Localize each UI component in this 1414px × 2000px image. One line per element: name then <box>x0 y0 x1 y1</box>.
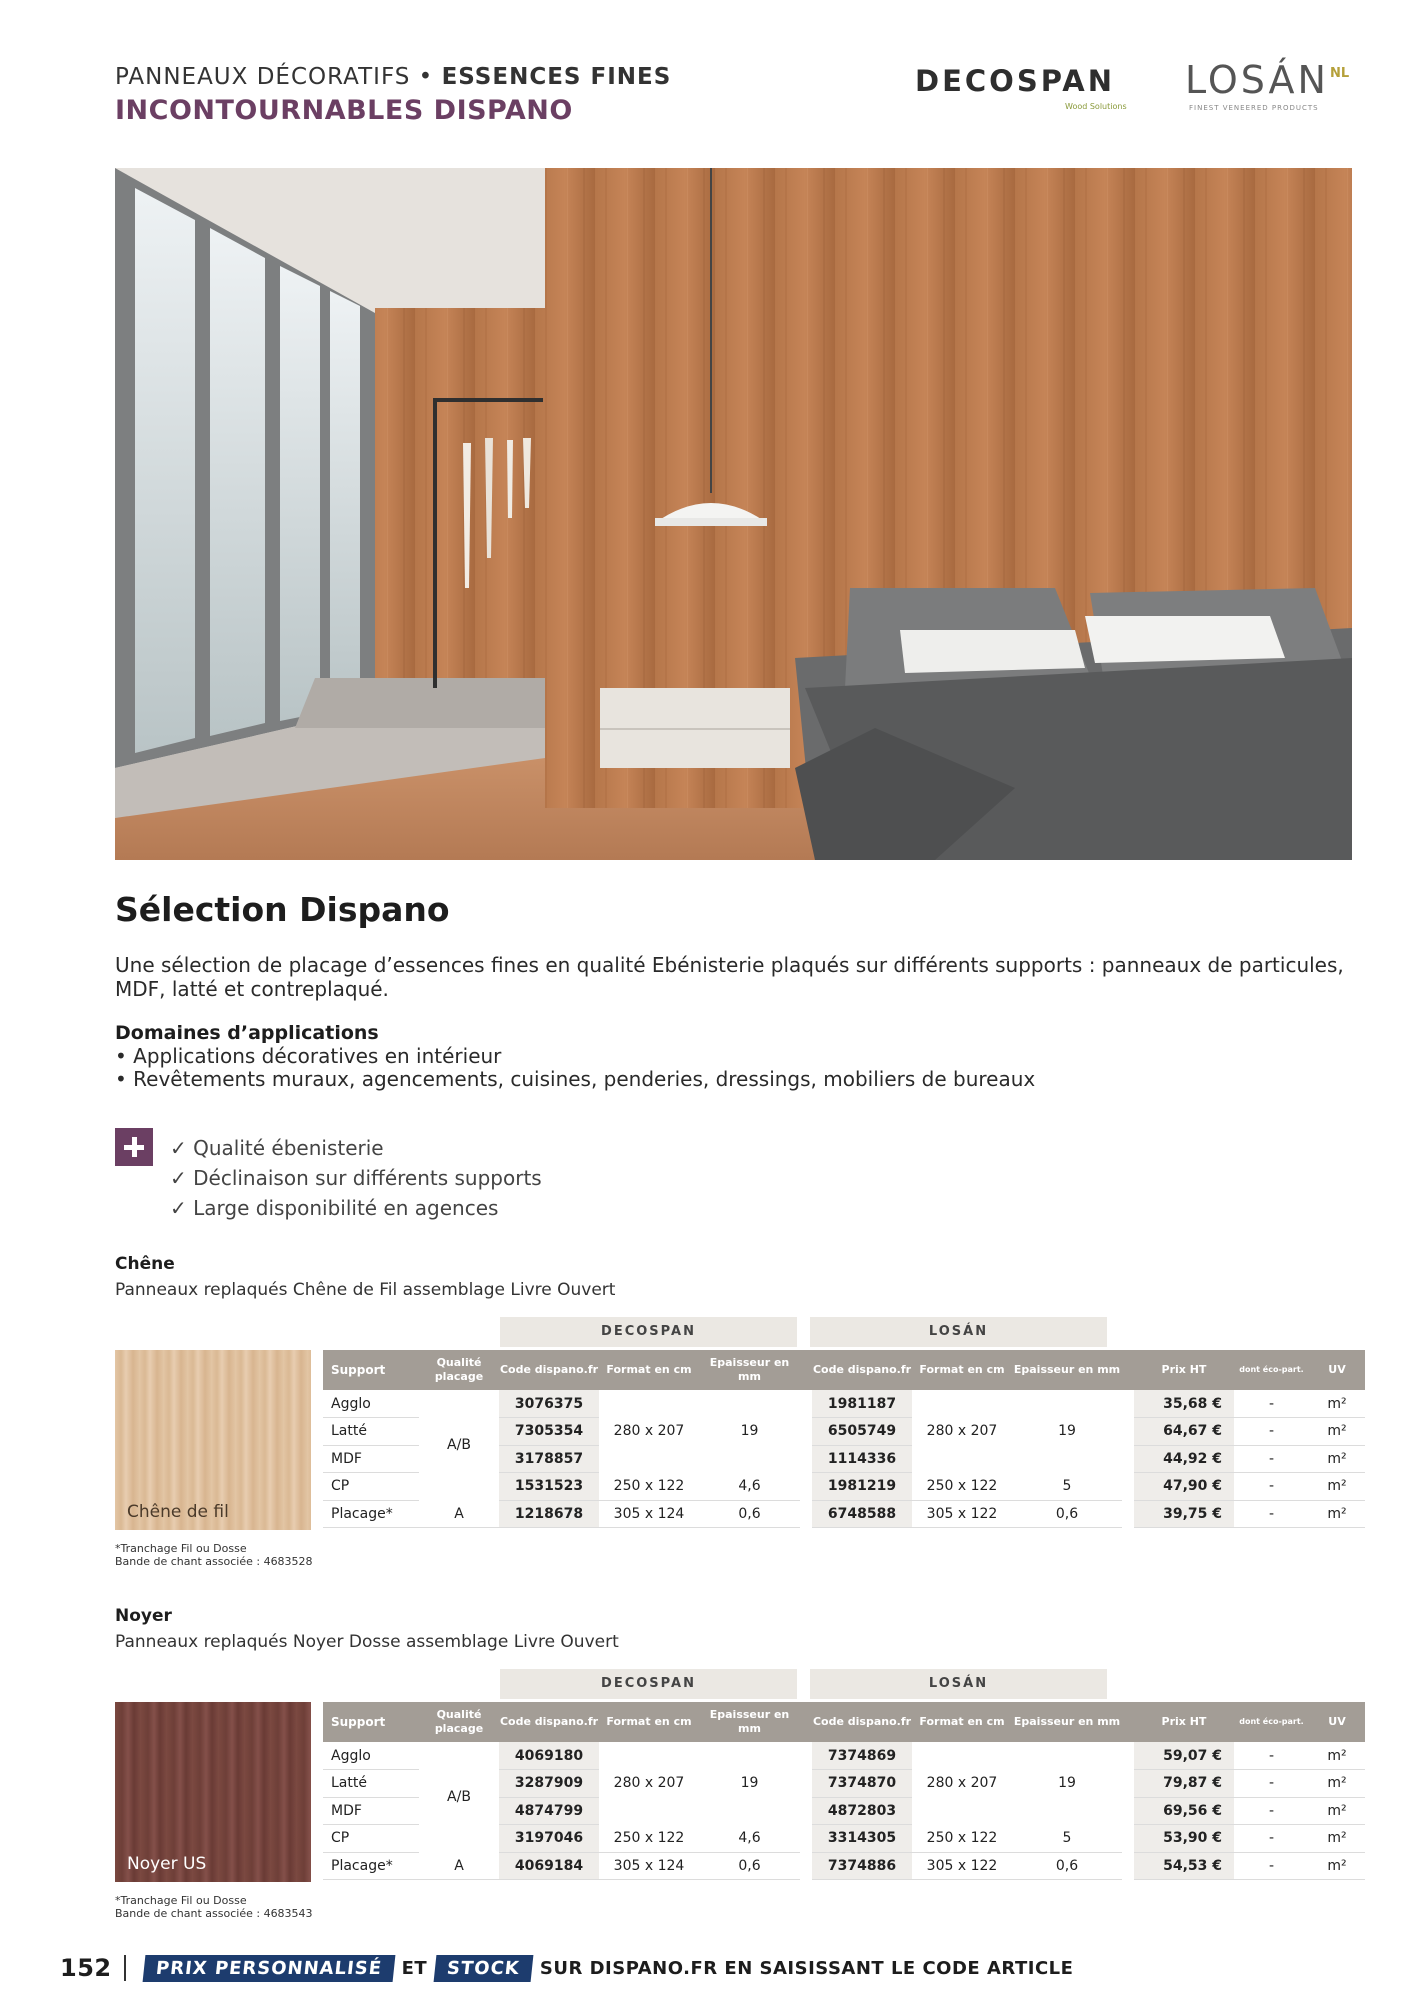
swatch-label: Chêne de fil <box>127 1502 229 1522</box>
price-table-noyer <box>323 1702 1365 1880</box>
product-desc-chene: Panneaux replaqués Chêne de Fil assemblage Livre Ouvert <box>115 1280 616 1300</box>
product-desc-noyer: Panneaux replaqués Noyer Dosse assemblage Livre Ouvert <box>115 1632 619 1652</box>
domains-title: Domaines d’applications <box>115 1022 379 1044</box>
product-title-noyer: Noyer <box>115 1606 172 1626</box>
cell-eco-part: - <box>1234 1825 1309 1853</box>
cell-format-decospan: 280 x 207 <box>613 1775 685 1792</box>
cell-qualite: A/B <box>447 1789 471 1805</box>
cell-eco-part: - <box>1234 1852 1309 1880</box>
header-gap <box>800 1702 812 1742</box>
decospan-header-label: DECOSPAN <box>601 1676 696 1691</box>
cell-qualite: A/B <box>447 1437 471 1453</box>
cell-support: MDF <box>323 1797 419 1825</box>
decospan-header-label: DECOSPAN <box>601 1324 696 1339</box>
decospan-logo <box>915 64 1155 114</box>
footnote-tranchage: *Tranchage Fil ou Dosse <box>115 1894 247 1907</box>
header-epaisseur-losan: Epaisseur en mm <box>1012 1702 1122 1742</box>
cell-code-decospan: 4069184 <box>499 1852 599 1880</box>
losan-logo-text: LOSÁN <box>1185 58 1329 102</box>
losan-header-label: LOSÁN <box>928 1676 989 1691</box>
benefit-item: ✓ Qualité ébenisterie <box>170 1136 384 1160</box>
header-format-losan: Format en cm <box>912 1702 1012 1742</box>
header-eco-part: dont éco-part. <box>1234 1350 1309 1390</box>
header-prix: Prix HT <box>1134 1702 1234 1742</box>
header-eco-part: dont éco-part. <box>1234 1702 1309 1742</box>
cell-code-decospan: 3197046 <box>499 1825 599 1853</box>
header-prix: Prix HT <box>1134 1350 1234 1390</box>
footer-separator <box>124 1955 126 1981</box>
cell-code-losan: 7374869 <box>812 1742 912 1770</box>
cell-code-losan: 4872803 <box>812 1797 912 1825</box>
cell-eco-part: - <box>1234 1797 1309 1825</box>
cell-format-losan: 305 x 122 <box>912 1500 1012 1528</box>
cell-uv: m² <box>1309 1473 1365 1501</box>
cell-qualite: A <box>419 1500 499 1528</box>
footnote-noyer <box>115 1894 313 1920</box>
page-number: 152 <box>60 1954 112 1982</box>
page-title: INCONTOURNABLES DISPANO <box>115 95 573 126</box>
header-format-decospan: Format en cm <box>599 1350 699 1390</box>
cell-format-losan: 305 x 122 <box>912 1852 1012 1880</box>
cell-qualite: A <box>419 1852 499 1880</box>
table-header-row <box>323 1350 1365 1390</box>
cell-support: CP <box>323 1825 419 1853</box>
cell-format-losan: 250 x 122 <box>912 1473 1012 1501</box>
cell-gap <box>800 1390 812 1418</box>
cell-gap <box>800 1418 812 1446</box>
losan-column-header <box>810 1669 1107 1699</box>
cell-gap <box>1122 1742 1134 1770</box>
header-code-decospan: Code dispano.fr <box>499 1702 599 1742</box>
cell-code-losan: 3314305 <box>812 1825 912 1853</box>
benefits-list <box>170 1133 542 1223</box>
cell-prix: 79,87 € <box>1134 1770 1234 1798</box>
footer-tag-prix: PRIX PERSONNALISÉ <box>142 1955 395 1982</box>
benefit-item: ✓ Déclinaison sur différents supports <box>170 1166 542 1190</box>
oak-swatch <box>115 1350 311 1530</box>
cell-code-losan: 1981219 <box>812 1473 912 1501</box>
losan-logo-tagline: FINEST VENEERED PRODUCTS <box>1189 104 1319 112</box>
cell-prix: 54,53 € <box>1134 1852 1234 1880</box>
header-qualite: Qualité placage <box>419 1350 499 1390</box>
cell-code-decospan: 1531523 <box>499 1473 599 1501</box>
cell-uv: m² <box>1309 1500 1365 1528</box>
cell-prix: 39,75 € <box>1134 1500 1234 1528</box>
cell-gap <box>1122 1797 1134 1825</box>
decospan-column-header <box>500 1669 797 1699</box>
cell-gap <box>800 1500 812 1528</box>
table-row <box>323 1390 1365 1418</box>
header-gap <box>800 1350 812 1390</box>
cell-gap <box>800 1770 812 1798</box>
cell-prix: 69,56 € <box>1134 1797 1234 1825</box>
cell-support: Agglo <box>323 1742 419 1770</box>
header-support: Support <box>323 1702 419 1742</box>
header-support: Support <box>323 1350 419 1390</box>
benefit-item: ✓ Large disponibilité en agences <box>170 1196 499 1220</box>
cell-epaisseur-decospan: 4,6 <box>699 1825 800 1853</box>
cell-epaisseur-decospan: 4,6 <box>699 1473 800 1501</box>
cell-epaisseur-losan: 5 <box>1012 1473 1122 1501</box>
cell-gap <box>1122 1770 1134 1798</box>
decospan-logo-text: DECOSPAN <box>915 64 1116 98</box>
table-header-row <box>323 1702 1365 1742</box>
decospan-column-header <box>500 1317 797 1347</box>
cell-epaisseur-losan: 19 <box>1058 1775 1076 1792</box>
header-uv: UV <box>1309 1350 1365 1390</box>
section-title: Sélection Dispano <box>115 890 450 929</box>
header-epaisseur-losan: Epaisseur en mm <box>1012 1350 1122 1390</box>
header-qualite: Qualité placage <box>419 1702 499 1742</box>
cell-gap <box>800 1825 812 1853</box>
cell-support: Latté <box>323 1770 419 1798</box>
header-code-losan: Code dispano.fr <box>812 1350 912 1390</box>
intro-paragraph: Une sélection de placage d’essences fines en qualité Ebénisterie plaqués sur différents supports : panneaux de particules, MDF, latté et contreplaqué. <box>115 953 1344 1001</box>
footnote-chene <box>115 1542 313 1568</box>
losan-logo-suffix: NL <box>1330 66 1350 81</box>
cell-epaisseur-losan: 19 <box>1058 1423 1076 1440</box>
cell-epaisseur-losan: 0,6 <box>1012 1500 1122 1528</box>
cell-eco-part: - <box>1234 1473 1309 1501</box>
cell-format-losan: 280 x 207 <box>926 1775 998 1792</box>
price-table-chene <box>323 1350 1365 1528</box>
cell-epaisseur-decospan: 0,6 <box>699 1852 800 1880</box>
header-epaisseur-decospan: Epaisseur en mm <box>699 1350 800 1390</box>
cell-format-decospan: 250 x 122 <box>599 1825 699 1853</box>
header-uv: UV <box>1309 1702 1365 1742</box>
plus-icon <box>115 1128 153 1166</box>
cell-epaisseur-decospan: 0,6 <box>699 1500 800 1528</box>
header-category <box>115 64 671 90</box>
header-category-sub: ESSENCES FINES <box>441 64 672 90</box>
walnut-swatch <box>115 1702 311 1882</box>
cell-gap <box>800 1742 812 1770</box>
header-gap <box>1122 1702 1134 1742</box>
cell-prix: 44,92 € <box>1134 1445 1234 1473</box>
cell-eco-part: - <box>1234 1500 1309 1528</box>
cell-support: Placage* <box>323 1500 419 1528</box>
losan-column-header <box>810 1317 1107 1347</box>
cell-format-losan: 280 x 207 <box>926 1423 998 1440</box>
decospan-logo-tagline: Wood Solutions <box>1065 102 1127 111</box>
cell-code-decospan: 7305354 <box>499 1418 599 1446</box>
cell-gap <box>1122 1445 1134 1473</box>
page-footer <box>60 1950 1073 1986</box>
footer-tag-stock: STOCK <box>434 1955 534 1982</box>
cell-eco-part: - <box>1234 1390 1309 1418</box>
cell-support: Placage* <box>323 1852 419 1880</box>
cell-uv: m² <box>1309 1390 1365 1418</box>
header-gap <box>1122 1350 1134 1390</box>
cell-format-decospan: 305 x 124 <box>599 1500 699 1528</box>
cell-prix: 59,07 € <box>1134 1742 1234 1770</box>
cell-gap <box>800 1797 812 1825</box>
cell-code-losan: 1981187 <box>812 1390 912 1418</box>
cell-epaisseur-losan: 0,6 <box>1012 1852 1122 1880</box>
cell-epaisseur-losan: 5 <box>1012 1825 1122 1853</box>
losan-header-label: LOSÁN <box>928 1324 989 1339</box>
cell-code-decospan: 3076375 <box>499 1390 599 1418</box>
cell-code-losan: 6748588 <box>812 1500 912 1528</box>
cell-gap <box>800 1445 812 1473</box>
cell-gap <box>1122 1852 1134 1880</box>
cell-format-losan: 250 x 122 <box>912 1825 1012 1853</box>
cell-code-losan: 1114336 <box>812 1445 912 1473</box>
cell-code-losan: 6505749 <box>812 1418 912 1446</box>
table-row <box>323 1500 1365 1528</box>
cell-gap <box>1122 1418 1134 1446</box>
cell-support: Agglo <box>323 1390 419 1418</box>
cell-format-decospan: 280 x 207 <box>613 1423 685 1440</box>
cell-code-decospan: 3178857 <box>499 1445 599 1473</box>
cell-support: MDF <box>323 1445 419 1473</box>
cell-eco-part: - <box>1234 1742 1309 1770</box>
footer-text: SUR DISPANO.FR EN SAISISSANT LE CODE ARTICLE <box>539 1957 1074 1979</box>
cell-eco-part: - <box>1234 1445 1309 1473</box>
cell-gap <box>800 1852 812 1880</box>
cell-prix: 64,67 € <box>1134 1418 1234 1446</box>
cell-gap <box>800 1473 812 1501</box>
header-format-losan: Format en cm <box>912 1350 1012 1390</box>
cell-epaisseur-decospan: 19 <box>740 1423 759 1440</box>
losan-logo <box>1185 58 1355 118</box>
cell-prix: 53,90 € <box>1134 1825 1234 1853</box>
cell-eco-part: - <box>1234 1770 1309 1798</box>
cell-uv: m² <box>1309 1770 1365 1798</box>
header-category-main: PANNEAUX DÉCORATIFS • <box>115 64 442 90</box>
domain-item: • Revêtements muraux, agencements, cuisines, penderies, dressings, mobiliers de bureaux <box>115 1067 1036 1091</box>
cell-uv: m² <box>1309 1445 1365 1473</box>
domain-item: • Applications décoratives en intérieur <box>115 1044 502 1068</box>
cell-support: CP <box>323 1473 419 1501</box>
bedroom-illustration <box>115 168 1352 860</box>
swatch-label: Noyer US <box>127 1854 207 1874</box>
cell-code-losan: 7374870 <box>812 1770 912 1798</box>
cell-uv: m² <box>1309 1825 1365 1853</box>
cell-code-decospan: 4874799 <box>499 1797 599 1825</box>
cell-code-decospan: 4069180 <box>499 1742 599 1770</box>
product-title-chene: Chêne <box>115 1254 175 1274</box>
cell-uv: m² <box>1309 1418 1365 1446</box>
cell-gap <box>1122 1500 1134 1528</box>
footer-et: ET <box>401 1957 428 1979</box>
cell-eco-part: - <box>1234 1418 1309 1446</box>
header-epaisseur-decospan: Epaisseur en mm <box>699 1702 800 1742</box>
cell-prix: 35,68 € <box>1134 1390 1234 1418</box>
table-row <box>323 1742 1365 1770</box>
cell-uv: m² <box>1309 1797 1365 1825</box>
cell-prix: 47,90 € <box>1134 1473 1234 1501</box>
cell-gap <box>1122 1825 1134 1853</box>
cell-code-decospan: 1218678 <box>499 1500 599 1528</box>
cell-code-decospan: 3287909 <box>499 1770 599 1798</box>
cell-epaisseur-decospan: 19 <box>740 1775 759 1792</box>
cell-code-losan: 7374886 <box>812 1852 912 1880</box>
header-format-decospan: Format en cm <box>599 1702 699 1742</box>
cell-uv: m² <box>1309 1852 1365 1880</box>
cell-format-decospan: 305 x 124 <box>599 1852 699 1880</box>
cell-uv: m² <box>1309 1742 1365 1770</box>
cell-format-decospan: 250 x 122 <box>599 1473 699 1501</box>
footnote-bande-chant: Bande de chant associée : 4683543 <box>115 1907 313 1920</box>
footnote-tranchage: *Tranchage Fil ou Dosse <box>115 1542 247 1555</box>
bedroom-hero-image <box>115 168 1352 860</box>
cell-gap <box>1122 1473 1134 1501</box>
footnote-bande-chant: Bande de chant associée : 4683528 <box>115 1555 313 1568</box>
header-code-decospan: Code dispano.fr <box>499 1350 599 1390</box>
cell-support: Latté <box>323 1418 419 1446</box>
cell-gap <box>1122 1390 1134 1418</box>
domains-list <box>115 1045 1035 1091</box>
table-row <box>323 1852 1365 1880</box>
header-code-losan: Code dispano.fr <box>812 1702 912 1742</box>
